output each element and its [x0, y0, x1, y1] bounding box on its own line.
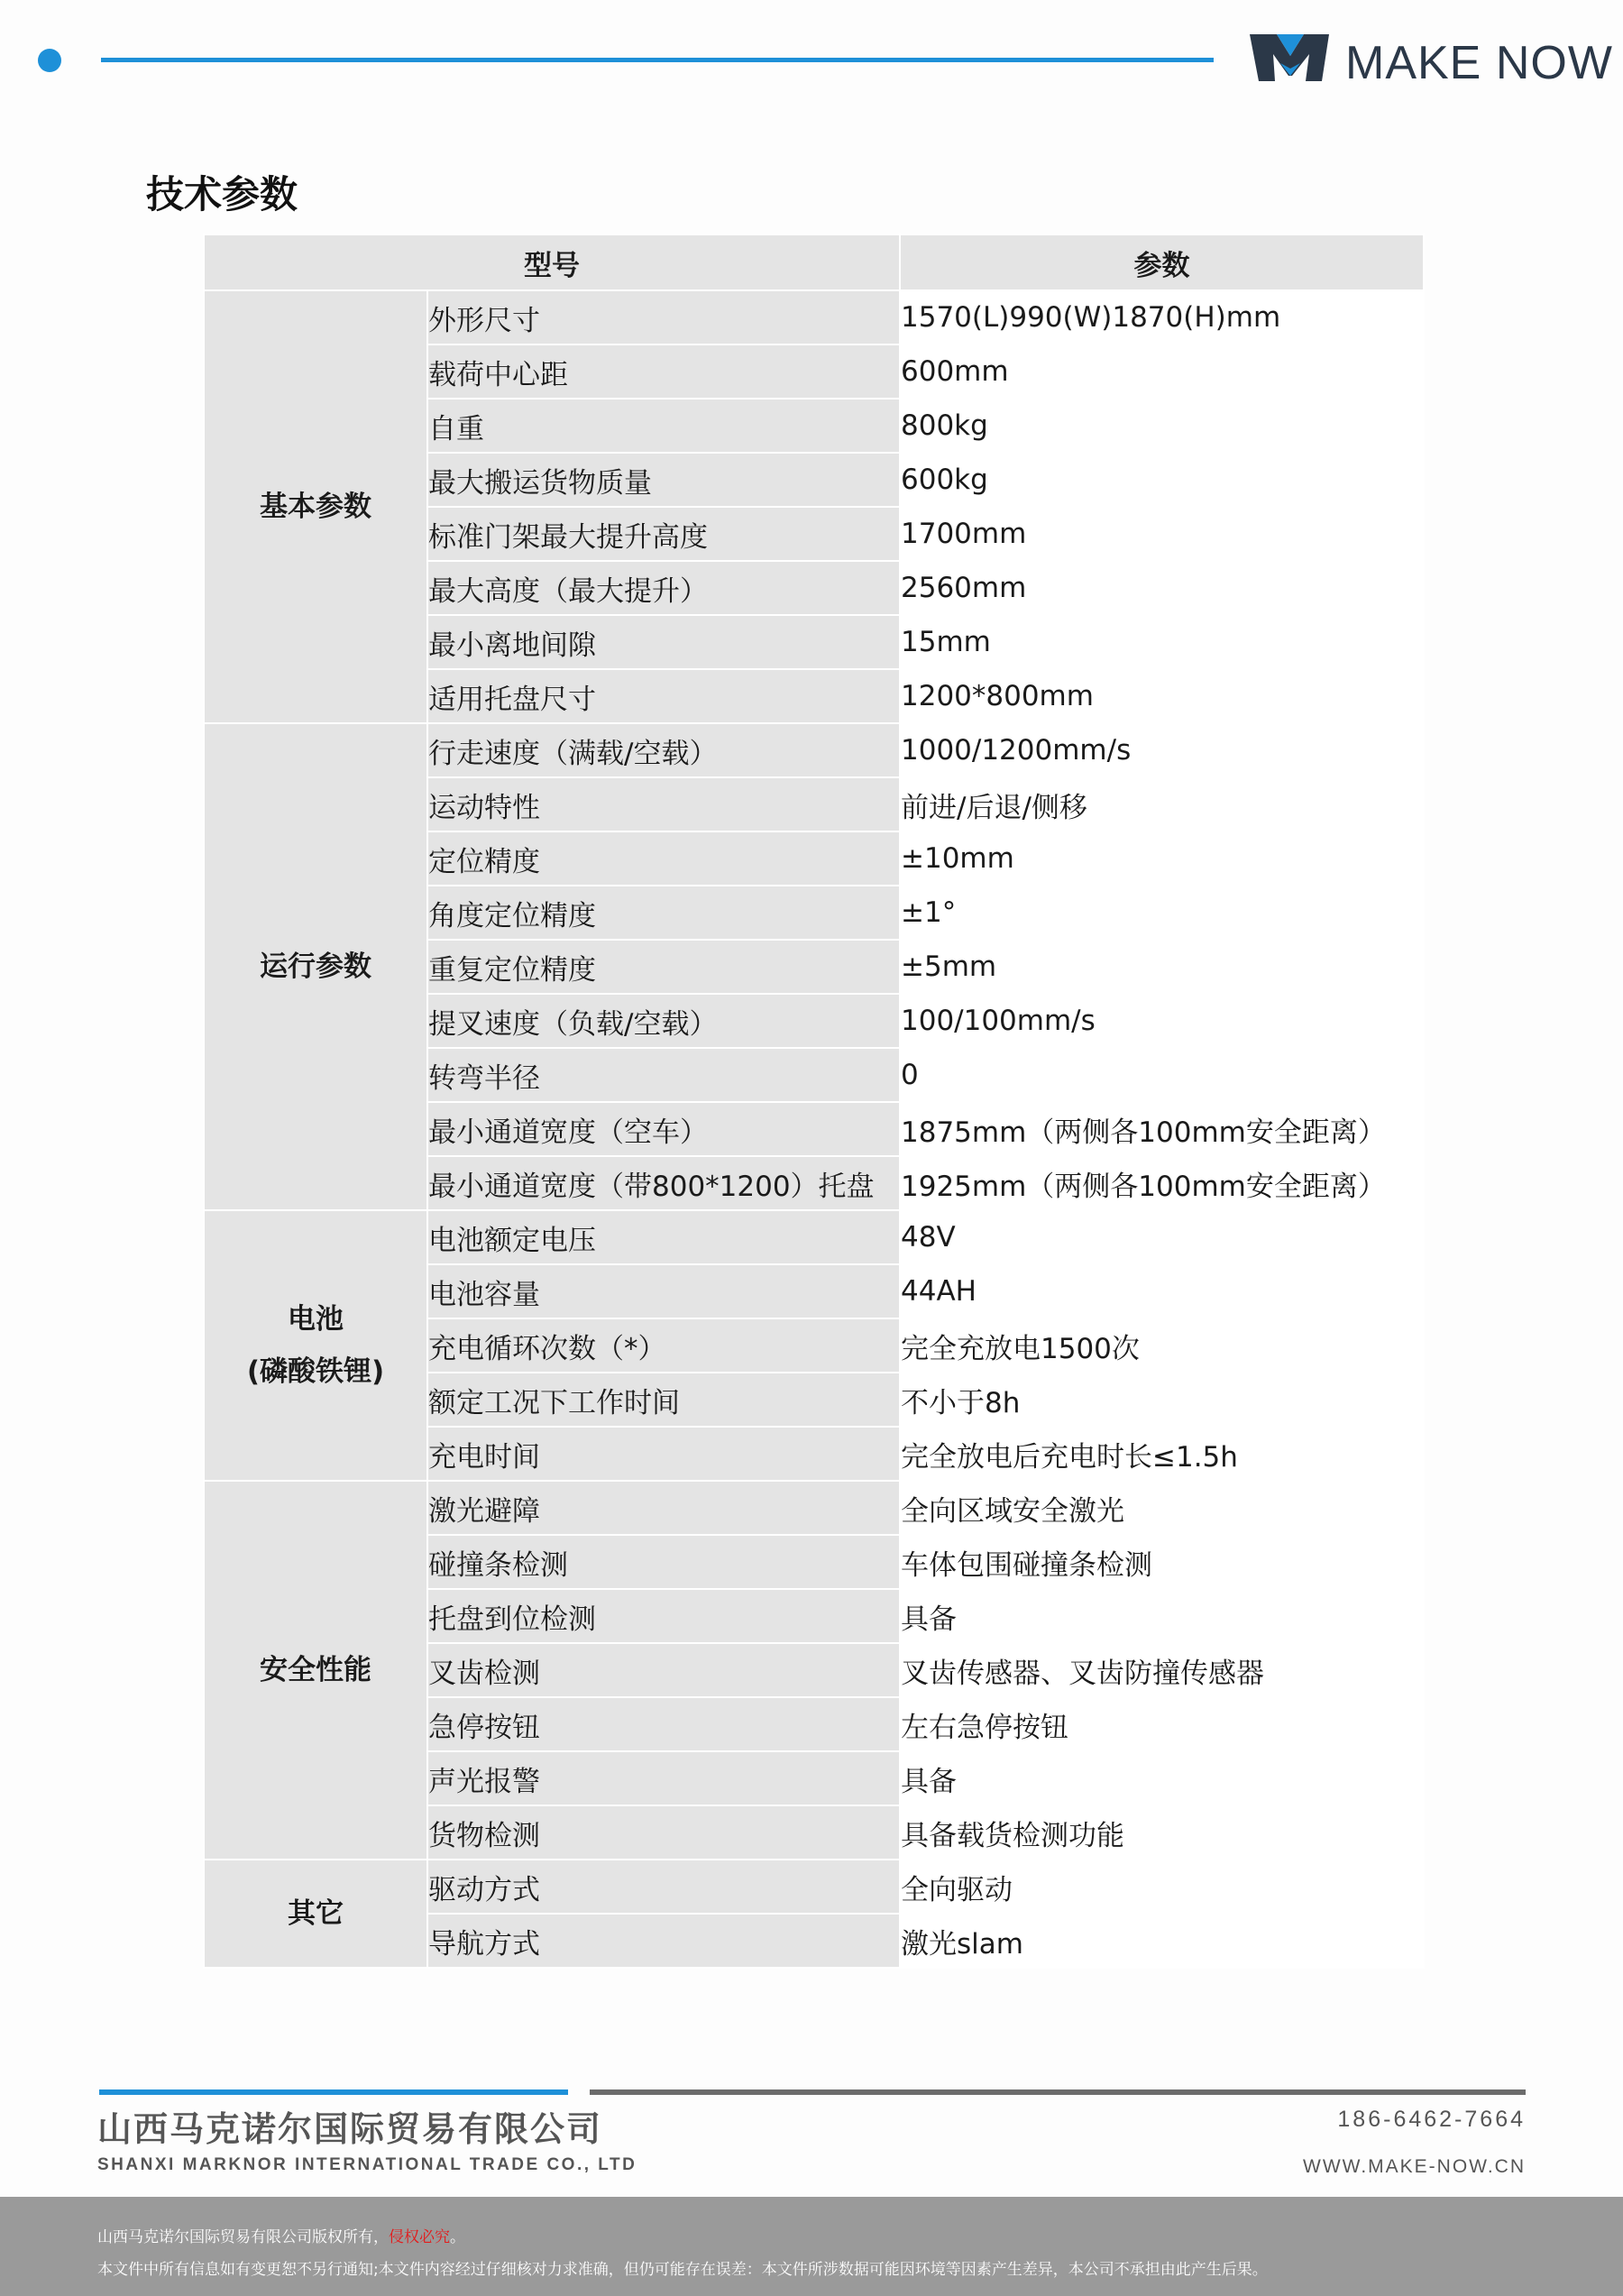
param-name: 转弯半径	[427, 1048, 900, 1102]
param-name: 载荷中心距	[427, 344, 900, 399]
param-name: 标准门架最大提升高度	[427, 507, 900, 561]
table-row	[204, 1481, 1424, 1535]
param-value: 1700mm	[900, 507, 1424, 561]
param-name: 电池容量	[427, 1264, 900, 1318]
param-value: ±10mm	[900, 831, 1424, 886]
header-param: 参数	[900, 234, 1424, 290]
param-name: 额定工况下工作时间	[427, 1373, 900, 1427]
footer-company-name-en: SHANXI MARKNOR INTERNATIONAL TRADE CO., LTD	[97, 2155, 637, 2174]
param-value: 100/100mm/s	[900, 994, 1424, 1048]
param-name: 外形尺寸	[427, 290, 900, 344]
group-other	[204, 1860, 427, 1968]
param-value: 完全放电后充电时长≤1.5h	[900, 1427, 1424, 1481]
header-accent-dot	[38, 49, 61, 72]
param-value: 1200*800mm	[900, 669, 1424, 723]
param-value: 48V	[900, 1210, 1424, 1264]
copyright-text: 山西马克诺尔国际贸易有限公司版权所有，	[97, 2228, 389, 2246]
footer-divider-line	[590, 2089, 1526, 2095]
param-name: 提叉速度（负载/空载）	[427, 994, 900, 1048]
param-name: 适用托盘尺寸	[427, 669, 900, 723]
param-value: 600mm	[900, 344, 1424, 399]
param-name: 自重	[427, 399, 900, 453]
table-header-row	[204, 234, 1424, 290]
param-value: 具备	[900, 1751, 1424, 1805]
param-value: 全向驱动	[900, 1860, 1424, 1914]
param-value: 具备载货检测功能	[900, 1805, 1424, 1860]
param-name: 货物检测	[427, 1805, 900, 1860]
param-value: 2560mm	[900, 561, 1424, 615]
param-value: 具备	[900, 1589, 1424, 1643]
footer-band	[0, 2197, 1623, 2296]
group-label: 其它	[288, 1897, 344, 1930]
param-value: 15mm	[900, 615, 1424, 669]
param-value: 1875mm（两侧各100mm安全距离）	[900, 1102, 1424, 1156]
param-name: 定位精度	[427, 831, 900, 886]
table-row	[204, 290, 1424, 344]
param-name: 驱动方式	[427, 1860, 900, 1914]
param-value: 不小于8h	[900, 1373, 1424, 1427]
mn-logo-icon	[1250, 29, 1331, 88]
param-value: 左右急停按钮	[900, 1697, 1424, 1751]
param-name: 最小通道宽度（带800*1200）托盘	[427, 1156, 900, 1210]
param-name: 角度定位精度	[427, 886, 900, 940]
param-name: 最小离地间隙	[427, 615, 900, 669]
brand-logo	[1250, 29, 1613, 89]
param-value: 前进/后退/侧移	[900, 777, 1424, 831]
param-name: 电池额定电压	[427, 1210, 900, 1264]
param-value: 44AH	[900, 1264, 1424, 1318]
copyright-warning: 侵权必究	[389, 2228, 450, 2246]
footer-accent-line	[99, 2089, 568, 2095]
param-name: 急停按钮	[427, 1697, 900, 1751]
group-label-sub: (磷酸铁锂)	[246, 1355, 385, 1388]
param-name: 托盘到位检测	[427, 1589, 900, 1643]
param-value: 600kg	[900, 453, 1424, 507]
param-value: 全向区域安全激光	[900, 1481, 1424, 1535]
group-basic	[204, 290, 427, 723]
group-label: 电池	[288, 1303, 344, 1336]
footer-phone: 186-6462-7664	[1337, 2107, 1526, 2132]
footer-company-name: 山西马克诺尔国际贸易有限公司	[97, 2109, 603, 2149]
table-row	[204, 1860, 1424, 1914]
param-name: 导航方式	[427, 1914, 900, 1968]
group-operation	[204, 723, 427, 1210]
page-title: 技术参数	[146, 172, 298, 216]
group-safety	[204, 1481, 427, 1860]
tech-spec-table	[203, 234, 1425, 1969]
group-battery	[204, 1210, 427, 1481]
group-label: 运行参数	[260, 951, 371, 983]
param-value: 800kg	[900, 399, 1424, 453]
param-value: ±1°	[900, 886, 1424, 940]
param-name: 叉齿检测	[427, 1643, 900, 1697]
param-name: 激光避障	[427, 1481, 900, 1535]
header-accent-line	[101, 58, 1214, 62]
param-value: 完全充放电1500次	[900, 1318, 1424, 1373]
param-name: 最大搬运货物质量	[427, 453, 900, 507]
param-value: 激光slam	[900, 1914, 1424, 1968]
param-value: 车体包围碰撞条检测	[900, 1535, 1424, 1589]
param-value: 1570(L)990(W)1870(H)mm	[900, 290, 1424, 344]
param-name: 充电循环次数（*）	[427, 1318, 900, 1373]
param-name: 声光报警	[427, 1751, 900, 1805]
footer-disclaimer: 本文件中所有信息如有变更恕不另行通知;本文件内容经过仔细核对力求准确，但仍可能存在误差：本文件所涉数据可能因环境等因素产生差异，本公司不承担由此产生后果。	[97, 2261, 1268, 2279]
param-name: 运动特性	[427, 777, 900, 831]
param-value: ±5mm	[900, 940, 1424, 994]
copyright-end: 。	[450, 2228, 465, 2246]
param-value: 叉齿传感器、叉齿防撞传感器	[900, 1643, 1424, 1697]
param-value: 1925mm（两侧各100mm安全距离）	[900, 1156, 1424, 1210]
footer-website[interactable]: WWW.MAKE-NOW.CN	[1303, 2156, 1526, 2177]
param-value: 0	[900, 1048, 1424, 1102]
param-name: 重复定位精度	[427, 940, 900, 994]
table-row	[204, 1210, 1424, 1264]
group-label: 安全性能	[260, 1654, 371, 1686]
param-name: 最小通道宽度（空车）	[427, 1102, 900, 1156]
brand-name: MAKE NOW	[1345, 37, 1613, 89]
header-model: 型号	[204, 234, 900, 290]
group-label: 基本参数	[260, 491, 371, 523]
table-row	[204, 723, 1424, 777]
footer-copyright	[97, 2224, 465, 2246]
param-name: 最大高度（最大提升）	[427, 561, 900, 615]
param-name: 碰撞条检测	[427, 1535, 900, 1589]
param-name: 充电时间	[427, 1427, 900, 1481]
param-value: 1000/1200mm/s	[900, 723, 1424, 777]
param-name: 行走速度（满载/空载）	[427, 723, 900, 777]
